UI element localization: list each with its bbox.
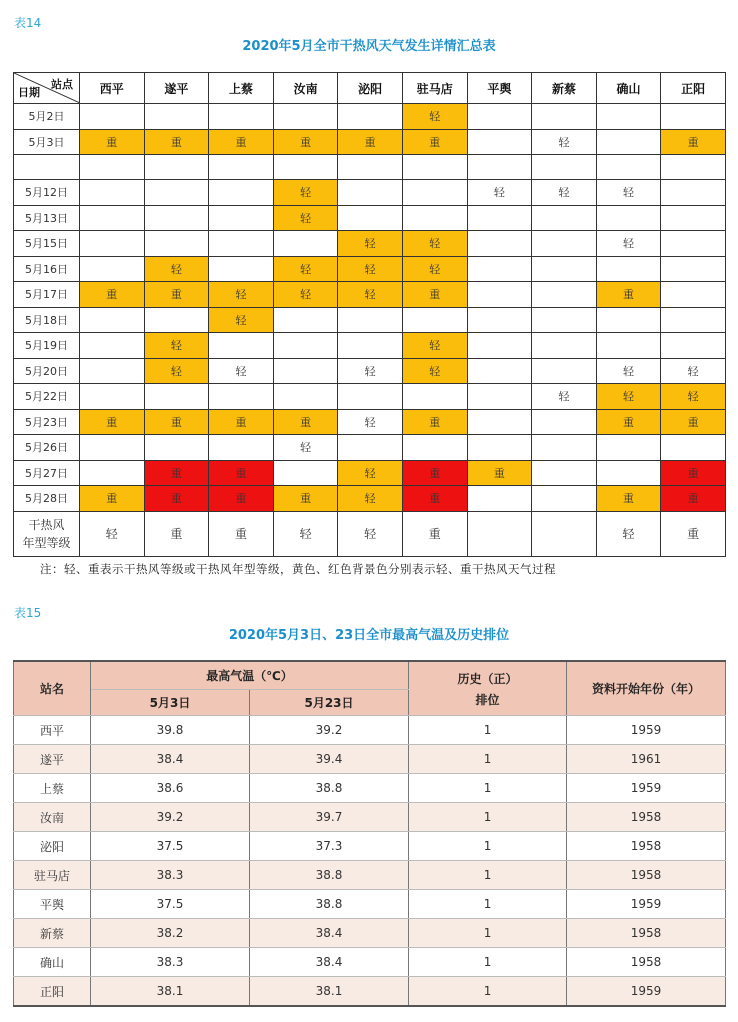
corner-station-label: 站点: [51, 78, 73, 91]
level-cell: 轻: [402, 104, 467, 130]
table-row: [14, 358, 726, 384]
level-cell: [80, 307, 145, 333]
rank-cell: 1: [409, 948, 567, 977]
rank-cell: 1: [409, 977, 567, 1007]
level-cell: 轻: [338, 256, 403, 282]
annual-grade-cell: 轻: [596, 511, 661, 556]
rank-cell: 1: [409, 803, 567, 832]
level-cell: [596, 435, 661, 461]
level-cell: [80, 256, 145, 282]
table-row: [14, 205, 726, 231]
rank-cell: 1: [409, 745, 567, 774]
table-row: [14, 384, 726, 410]
table-row: [14, 774, 726, 803]
level-cell: 重: [80, 486, 145, 512]
table-row: [14, 861, 726, 890]
level-cell: [402, 307, 467, 333]
station-header: 泌阳: [338, 73, 403, 104]
level-cell: 轻: [338, 486, 403, 512]
table-row: [14, 460, 726, 486]
level-cell: [467, 358, 532, 384]
level-cell: 重: [596, 282, 661, 308]
year-cell: 1959: [567, 716, 726, 745]
station-header: 正阳: [661, 73, 726, 104]
level-cell: [661, 333, 726, 359]
level-cell: 轻: [596, 180, 661, 206]
may23-cell: 38.4: [250, 948, 409, 977]
year-cell: 1959: [567, 890, 726, 919]
station-cell: 西平: [14, 716, 91, 745]
table-row: [14, 745, 726, 774]
level-cell: [661, 435, 726, 461]
level-cell: [596, 155, 661, 180]
date-cell: 5月3日: [14, 129, 80, 155]
level-cell: 轻: [402, 231, 467, 257]
year-cell: 1958: [567, 948, 726, 977]
level-cell: [467, 409, 532, 435]
level-cell: [661, 256, 726, 282]
table14-title: 2020年5月全市干热风天气发生详情汇总表: [242, 39, 496, 54]
level-cell: 重: [80, 282, 145, 308]
level-cell: [467, 282, 532, 308]
header-may23: 5月23日: [250, 690, 409, 716]
table-row: [14, 333, 726, 359]
level-cell: 重: [467, 460, 532, 486]
may3-cell: 37.5: [91, 890, 250, 919]
level-cell: [467, 104, 532, 130]
rank-cell: 1: [409, 919, 567, 948]
date-cell: 5月16日: [14, 256, 80, 282]
level-cell: [467, 129, 532, 155]
may23-cell: 38.8: [250, 774, 409, 803]
level-cell: 重: [209, 409, 274, 435]
level-cell: [402, 435, 467, 461]
header-rank: [409, 661, 567, 716]
rank-cell: 1: [409, 890, 567, 919]
level-cell: 重: [661, 460, 726, 486]
annual-grade-label-line1: 干热风: [28, 517, 65, 532]
station-cell: 汝南: [14, 803, 91, 832]
table-row: [14, 155, 726, 180]
level-cell: [80, 435, 145, 461]
level-cell: [338, 180, 403, 206]
level-cell: 重: [402, 460, 467, 486]
year-cell: 1958: [567, 832, 726, 861]
level-cell: 重: [596, 486, 661, 512]
level-cell: [273, 155, 338, 180]
level-cell: [273, 231, 338, 257]
station-cell: 正阳: [14, 977, 91, 1007]
annual-grade-label-line2: 年型等级: [22, 535, 71, 550]
level-cell: [532, 231, 597, 257]
level-cell: [467, 435, 532, 461]
level-cell: [273, 307, 338, 333]
level-cell: [144, 104, 209, 130]
level-cell: [661, 282, 726, 308]
date-cell: 5月22日: [14, 384, 80, 410]
station-cell: 上蔡: [14, 774, 91, 803]
level-cell: [596, 256, 661, 282]
annual-grade-cell: 重: [144, 511, 209, 556]
level-cell: [532, 486, 597, 512]
level-cell: [661, 155, 726, 180]
table-row: [14, 231, 726, 257]
header-may3: 5月3日: [91, 690, 250, 716]
level-cell: [467, 384, 532, 410]
may23-cell: 39.4: [250, 745, 409, 774]
header-rank-line2: 排位: [475, 692, 500, 707]
level-cell: 重: [402, 409, 467, 435]
may23-cell: 37.3: [250, 832, 409, 861]
may23-cell: 38.8: [250, 890, 409, 919]
level-cell: [338, 435, 403, 461]
table-row: [14, 129, 726, 155]
level-cell: [532, 435, 597, 461]
station-header: 遂平: [144, 73, 209, 104]
level-cell: 重: [402, 486, 467, 512]
date-cell: 5月18日: [14, 307, 80, 333]
date-cell: 5月26日: [14, 435, 80, 461]
annual-grade-label: [14, 511, 80, 556]
may23-cell: 38.8: [250, 861, 409, 890]
year-cell: 1958: [567, 861, 726, 890]
max-temperature-table: [13, 660, 726, 1007]
table-row: [14, 977, 726, 1007]
level-cell: 轻: [144, 333, 209, 359]
level-cell: [661, 307, 726, 333]
level-cell: 轻: [402, 358, 467, 384]
level-cell: [532, 409, 597, 435]
station-cell: 确山: [14, 948, 91, 977]
level-cell: 轻: [338, 358, 403, 384]
level-cell: [273, 384, 338, 410]
level-cell: [532, 256, 597, 282]
annual-grade-cell: 轻: [273, 511, 338, 556]
level-cell: [467, 256, 532, 282]
level-cell: [209, 104, 274, 130]
level-cell: 重: [144, 129, 209, 155]
level-cell: 重: [273, 486, 338, 512]
level-cell: 轻: [338, 409, 403, 435]
level-cell: 轻: [273, 205, 338, 231]
table-row: [14, 832, 726, 861]
level-cell: [273, 104, 338, 130]
level-cell: 轻: [661, 358, 726, 384]
level-cell: 重: [338, 129, 403, 155]
annual-grade-cell: 重: [209, 511, 274, 556]
level-cell: [532, 307, 597, 333]
level-cell: [338, 104, 403, 130]
header-rank-line1: 历史（正）: [457, 671, 518, 686]
level-cell: 重: [273, 129, 338, 155]
level-cell: [402, 384, 467, 410]
rank-cell: 1: [409, 832, 567, 861]
level-cell: 重: [661, 409, 726, 435]
corner-cell: [14, 73, 80, 104]
level-cell: [144, 435, 209, 461]
level-cell: 重: [144, 409, 209, 435]
level-cell: 轻: [338, 231, 403, 257]
level-cell: [80, 384, 145, 410]
level-cell: [596, 307, 661, 333]
date-cell: 5月12日: [14, 180, 80, 206]
table-row: [14, 486, 726, 512]
level-cell: [144, 180, 209, 206]
level-cell: [467, 155, 532, 180]
year-cell: 1958: [567, 919, 726, 948]
year-cell: 1958: [567, 803, 726, 832]
level-cell: 重: [80, 409, 145, 435]
level-cell: 轻: [402, 333, 467, 359]
level-cell: 重: [80, 129, 145, 155]
level-cell: [532, 282, 597, 308]
table14-header-row: [14, 73, 726, 104]
level-cell: 轻: [273, 180, 338, 206]
level-cell: [661, 180, 726, 206]
level-cell: [80, 460, 145, 486]
level-cell: [402, 180, 467, 206]
date-cell: 5月23日: [14, 409, 80, 435]
table15-body: [14, 716, 726, 1007]
station-header: 西平: [80, 73, 145, 104]
year-cell: 1959: [567, 977, 726, 1007]
level-cell: [661, 231, 726, 257]
table15-title: 2020年5月3日、23日全市最高气温及历史排位: [228, 628, 510, 643]
may3-cell: 38.3: [91, 948, 250, 977]
level-cell: [596, 129, 661, 155]
level-cell: 轻: [596, 358, 661, 384]
level-cell: 轻: [402, 256, 467, 282]
level-cell: 轻: [338, 282, 403, 308]
table14-note: 注：轻、重表示干热风等级或干热风年型等级，黄色、红色背景色分别表示轻、重干热风天气过程: [40, 562, 556, 576]
level-cell: [467, 333, 532, 359]
level-cell: [209, 231, 274, 257]
date-cell: 5月13日: [14, 205, 80, 231]
level-cell: [661, 205, 726, 231]
may3-cell: 39.8: [91, 716, 250, 745]
date-cell: 5月15日: [14, 231, 80, 257]
may3-cell: 37.5: [91, 832, 250, 861]
table-row: [14, 803, 726, 832]
level-cell: 轻: [209, 307, 274, 333]
level-cell: [596, 205, 661, 231]
table-row: [14, 409, 726, 435]
station-cell: 遂平: [14, 745, 91, 774]
may3-cell: 39.2: [91, 803, 250, 832]
may3-cell: 38.6: [91, 774, 250, 803]
level-cell: [338, 205, 403, 231]
level-cell: 重: [209, 129, 274, 155]
annual-grade-row: [14, 511, 726, 556]
level-cell: 轻: [338, 460, 403, 486]
level-cell: [209, 205, 274, 231]
table-row: [14, 435, 726, 461]
may3-cell: 38.3: [91, 861, 250, 890]
station-cell: 泌阳: [14, 832, 91, 861]
date-cell: 5月27日: [14, 460, 80, 486]
level-cell: 轻: [596, 384, 661, 410]
level-cell: 轻: [661, 384, 726, 410]
level-cell: [338, 384, 403, 410]
level-cell: [402, 155, 467, 180]
date-cell: 5月2日: [14, 104, 80, 130]
level-cell: [80, 155, 145, 180]
table-row: [14, 256, 726, 282]
level-cell: [338, 307, 403, 333]
level-cell: [144, 384, 209, 410]
table-row: [14, 919, 726, 948]
may3-cell: 38.2: [91, 919, 250, 948]
table15-header-row-1: [14, 661, 726, 690]
table-row: [14, 890, 726, 919]
level-cell: [209, 155, 274, 180]
level-cell: [144, 307, 209, 333]
level-cell: 轻: [532, 180, 597, 206]
level-cell: 轻: [144, 256, 209, 282]
level-cell: [144, 231, 209, 257]
header-max-temp: 最高气温（℃）: [91, 661, 409, 690]
level-cell: 重: [402, 129, 467, 155]
level-cell: [532, 104, 597, 130]
level-cell: [209, 333, 274, 359]
level-cell: [273, 333, 338, 359]
may3-cell: 38.1: [91, 977, 250, 1007]
date-cell: 5月19日: [14, 333, 80, 359]
level-cell: 轻: [273, 435, 338, 461]
level-cell: 重: [144, 460, 209, 486]
table-row: [14, 282, 726, 308]
level-cell: 重: [144, 282, 209, 308]
rank-cell: 1: [409, 774, 567, 803]
level-cell: [661, 104, 726, 130]
date-cell: 5月20日: [14, 358, 80, 384]
annual-grade-cell: 重: [402, 511, 467, 556]
rank-cell: 1: [409, 716, 567, 745]
may3-cell: 38.4: [91, 745, 250, 774]
station-cell: 驻马店: [14, 861, 91, 890]
level-cell: [209, 384, 274, 410]
level-cell: 轻: [209, 282, 274, 308]
date-cell: [14, 155, 80, 180]
level-cell: [338, 155, 403, 180]
date-cell: 5月28日: [14, 486, 80, 512]
level-cell: 轻: [532, 384, 597, 410]
table-row: [14, 948, 726, 977]
level-cell: [596, 460, 661, 486]
level-cell: [532, 155, 597, 180]
annual-grade-cell: 重: [661, 511, 726, 556]
level-cell: [80, 180, 145, 206]
level-cell: [467, 307, 532, 333]
level-cell: 重: [209, 460, 274, 486]
level-cell: [532, 460, 597, 486]
level-cell: 轻: [467, 180, 532, 206]
rank-cell: 1: [409, 861, 567, 890]
annual-grade-cell: [532, 511, 597, 556]
level-cell: 轻: [144, 358, 209, 384]
may23-cell: 38.1: [250, 977, 409, 1007]
dry-hot-wind-table: [13, 72, 726, 557]
table-row: [14, 180, 726, 206]
level-cell: [467, 231, 532, 257]
level-cell: [80, 333, 145, 359]
table15-label: 表15: [14, 606, 42, 620]
level-cell: [144, 205, 209, 231]
level-cell: [532, 205, 597, 231]
level-cell: 重: [661, 129, 726, 155]
annual-grade-cell: 轻: [80, 511, 145, 556]
annual-grade-cell: 轻: [338, 511, 403, 556]
level-cell: [209, 435, 274, 461]
station-cell: 平舆: [14, 890, 91, 919]
table-row: [14, 716, 726, 745]
corner-date-label: 日期: [18, 86, 40, 99]
table14-label: 表14: [14, 16, 42, 30]
station-header: 新蔡: [532, 73, 597, 104]
station-header: 汝南: [273, 73, 338, 104]
level-cell: [273, 460, 338, 486]
level-cell: 重: [273, 409, 338, 435]
table-row: [14, 307, 726, 333]
station-header: 驻马店: [402, 73, 467, 104]
header-start-year: 资料开始年份（年）: [567, 661, 726, 716]
level-cell: [144, 155, 209, 180]
level-cell: [402, 205, 467, 231]
station-header: 上蔡: [209, 73, 274, 104]
level-cell: 轻: [273, 282, 338, 308]
year-cell: 1959: [567, 774, 726, 803]
level-cell: [596, 104, 661, 130]
level-cell: [209, 180, 274, 206]
date-cell: 5月17日: [14, 282, 80, 308]
level-cell: [532, 358, 597, 384]
level-cell: 轻: [532, 129, 597, 155]
level-cell: [467, 486, 532, 512]
level-cell: 重: [209, 486, 274, 512]
station-header: 平舆: [467, 73, 532, 104]
level-cell: [532, 333, 597, 359]
level-cell: [209, 256, 274, 282]
station-header: 确山: [596, 73, 661, 104]
level-cell: [467, 205, 532, 231]
level-cell: [80, 104, 145, 130]
level-cell: [596, 333, 661, 359]
may23-cell: 38.4: [250, 919, 409, 948]
station-cell: 新蔡: [14, 919, 91, 948]
level-cell: [80, 205, 145, 231]
level-cell: 轻: [273, 256, 338, 282]
level-cell: 重: [596, 409, 661, 435]
level-cell: 重: [402, 282, 467, 308]
annual-grade-cell: [467, 511, 532, 556]
table14-body: [14, 104, 726, 557]
may23-cell: 39.7: [250, 803, 409, 832]
level-cell: 重: [144, 486, 209, 512]
may23-cell: 39.2: [250, 716, 409, 745]
level-cell: [80, 358, 145, 384]
level-cell: [273, 358, 338, 384]
level-cell: 轻: [596, 231, 661, 257]
level-cell: 轻: [209, 358, 274, 384]
level-cell: [338, 333, 403, 359]
level-cell: [80, 231, 145, 257]
table-row: [14, 104, 726, 130]
year-cell: 1961: [567, 745, 726, 774]
header-station: 站名: [14, 661, 91, 716]
level-cell: 重: [661, 486, 726, 512]
